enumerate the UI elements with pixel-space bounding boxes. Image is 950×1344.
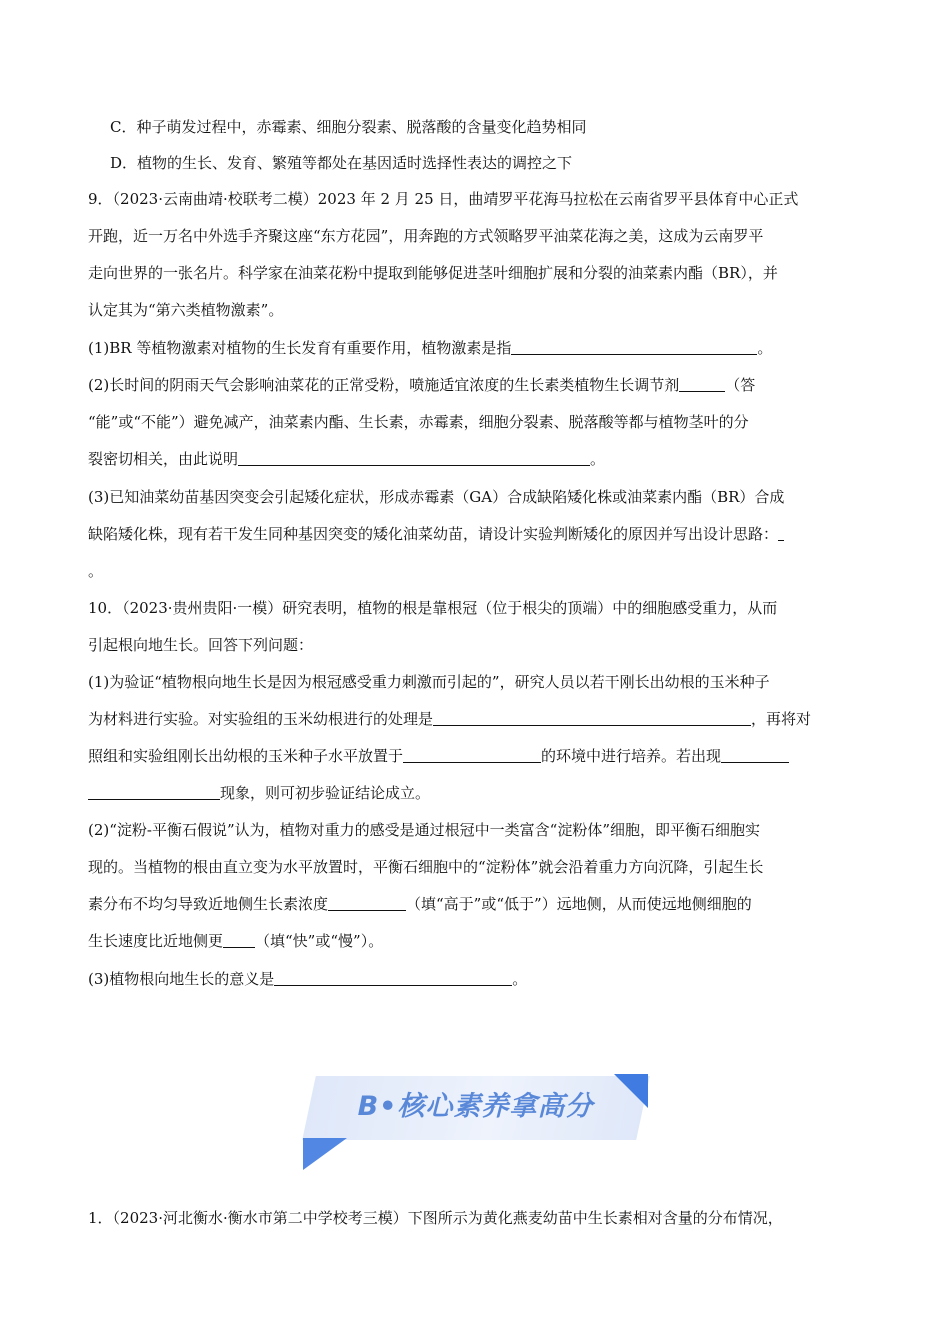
question-10-line-2: 引起根向地生长。回答下列问题：	[88, 636, 314, 654]
banner-title: B•核心素养拿高分	[357, 1091, 594, 1122]
answer-blank[interactable]	[433, 710, 751, 726]
option-d: D．植物的生长、发育、繁殖等都处在基因适时选择性表达的调控之下	[110, 154, 573, 172]
question-9-line-2: 开跑，近一万名中外选手齐聚这座“东方花园”，用奔跑的方式领略罗平油菜花海之美，这成为云南罗平	[88, 227, 764, 245]
section-b-question-1: 1．（2023·河北衡水·衡水市第二中学校考三模）下图所示为黄化燕麦幼苗中生长素相对含量的分布情况，	[88, 1209, 783, 1227]
answer-blank[interactable]	[679, 376, 725, 392]
question-9-line-4: 认定其为“第六类植物激素”。	[88, 301, 284, 319]
question-10-part-1-line-3: 照组和实验组刚长出幼根的玉米种子水平放置于 的环境中进行培养。若出现	[88, 745, 789, 767]
question-10-part-2-line-4: 生长速度比近地侧更 （填“快”或“慢”）。	[88, 932, 384, 950]
question-9-line-1: 9．（2023·云南曲靖·校联考二模）2023 年 2 月 25 日，曲靖罗平花海马拉松在云南省罗平县体育中心正式	[88, 190, 799, 208]
answer-blank[interactable]	[778, 525, 784, 541]
answer-blank[interactable]	[328, 895, 406, 911]
question-9-part-2-line-1: (2)长时间的阴雨天气会影响油菜花的正常受粉，喷施适宜浓度的生长素类植物生长调节剂 （答	[88, 376, 756, 394]
answer-blank[interactable]	[223, 932, 255, 948]
question-10-part-2-line-2: 现的。当植物的根由直立变为水平放置时，平衡石细胞中的“淀粉体”就会沿着重力方向沉降，引起生长	[88, 858, 764, 876]
question-9-part-3-line-3: 。	[88, 562, 104, 580]
answer-blank[interactable]	[403, 747, 541, 763]
question-10-part-2-line-1: (2)“淀粉-平衡石假说”认为，植物对重力的感受是通过根冠中一类富含“淀粉体”细胞，即平衡石细胞实	[88, 821, 760, 839]
question-10-part-1-line-1: (1)为验证“植物根向地生长是因为根冠感受重力刺激而引起的”，研究人员以若干刚长出幼根的玉米种子	[88, 673, 770, 691]
question-10-part-1-line-2: 为材料进行实验。对实验组的玉米幼根进行的处理是 ，再将对	[88, 710, 812, 728]
answer-blank[interactable]	[238, 450, 590, 466]
answer-blank[interactable]	[721, 747, 789, 763]
question-9-line-3: 走向世界的一张名片。科学家在油菜花粉中提取到能够促进茎叶细胞扩展和分裂的油菜素内酯（BR），并	[88, 264, 778, 282]
question-9-part-3-line-2: 缺陷矮化株，现有若干发生同种基因突变的矮化油菜幼苗，请设计实验判断矮化的原因并写出设计思路：	[88, 523, 784, 545]
question-9-part-1: (1)BR 等植物激素对植物的生长发育有重要作用，植物激素是指 。	[88, 339, 773, 357]
question-9-part-3-line-1: (3)已知油菜幼苗基因突变会引起矮化症状，形成赤霉素（GA）合成缺陷矮化株或油菜素内酯（BR）合成	[88, 488, 785, 506]
banner-corner-triangle-icon	[303, 1138, 347, 1170]
answer-blank[interactable]	[274, 970, 512, 986]
answer-blank[interactable]	[511, 339, 757, 355]
question-10-part-1-line-4: 现象，则可初步验证结论成立。	[88, 782, 430, 804]
question-10-part-2-line-3: 素分布不均匀导致近地侧生长素浓度 （填“高于”或“低于”）远地侧，从而使远地侧细胞的	[88, 895, 752, 913]
answer-blank[interactable]	[88, 784, 220, 800]
question-10-line-1: 10．（2023·贵州贵阳·一模）研究表明，植物的根是靠根冠（位于根尖的顶端）中的细胞感受重力，从而	[88, 599, 778, 617]
question-9-part-2-line-2: “能”或“不能”）避免减产，油菜素内酯、生长素，赤霉素，细胞分裂素、脱落酸等都与植物茎叶的分	[88, 413, 749, 431]
question-9-part-2-line-3: 裂密切相关，由此说明 。	[88, 450, 606, 468]
section-banner	[303, 1074, 648, 1170]
option-c: C．种子萌发过程中，赤霉素、细胞分裂素、脱落酸的含量变化趋势相同	[110, 118, 587, 136]
question-10-part-3: (3)植物根向地生长的意义是 。	[88, 970, 528, 988]
